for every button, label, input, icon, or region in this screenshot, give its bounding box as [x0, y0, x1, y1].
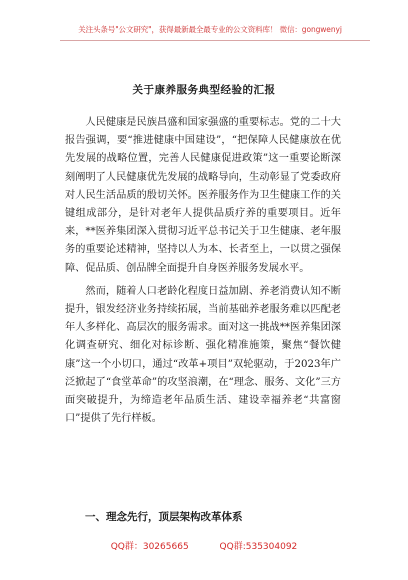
- paragraph-1: 人民健康是民族昌盛和国家强盛的重要标志。党的二十大报告强调，要“推进健康中国建设”，“把保障人民健康放在优先发展的战略位置，完善人民健康促进政策”这一重要论断深刻阐明了人民健康优先发展的战略导向，生动彰显了党委政府对人民生活品质的殷切关怀。医养服务作为卫生健康工作的关键组成部分，是针对老年人提供品质疗养的重要项目。近年来，**医养集团深入贯彻习近平总书记关于卫生健康、老年服务的重要论述精神，坚持以人为本、长者至上，一以贯之强保障、促品质、创品牌全面提升自身医养服务发展水平。: [65, 117, 341, 274]
- header-divider: [60, 40, 370, 41]
- paragraph-2: 然而，随着人口老龄化程度日益加剧、养老消费认知不断提升，银发经济业务持续拓展，当前基础养老服务难以匹配老年人多样化、高层次的服务需求。面对这一挑战**医养集团深化调查研究、细化对标诊断、强化精准施策，聚焦“餐饮健康”这一个小切口，通过“改革+项目”双轮驱动，于2023年广泛掀起了“食堂革命”的攻坚浪潮，在“理念、服务、文化”三方面突破提升，为缔造老年品质生活、建设幸福养老“共富窗口”提供了先行样板。: [65, 285, 341, 425]
- footer: [0, 539, 408, 552]
- footer-qq-group-1: QQ群：30265665: [110, 542, 189, 552]
- footer-qq-group-2: QQ群:535304092: [219, 542, 298, 552]
- header-notice-text: 关注头条号"公文研究"，获得最新最全最专业的公文资料库！: [78, 25, 278, 34]
- header-notice: [60, 24, 360, 35]
- document-body: [65, 114, 341, 433]
- header-wechat: 微信：gongwenyj: [279, 25, 342, 34]
- document-title: 关于康养服务典型经验的汇报: [132, 84, 276, 96]
- section-heading: 一、理念先行，顶层架构改革体系: [85, 511, 243, 523]
